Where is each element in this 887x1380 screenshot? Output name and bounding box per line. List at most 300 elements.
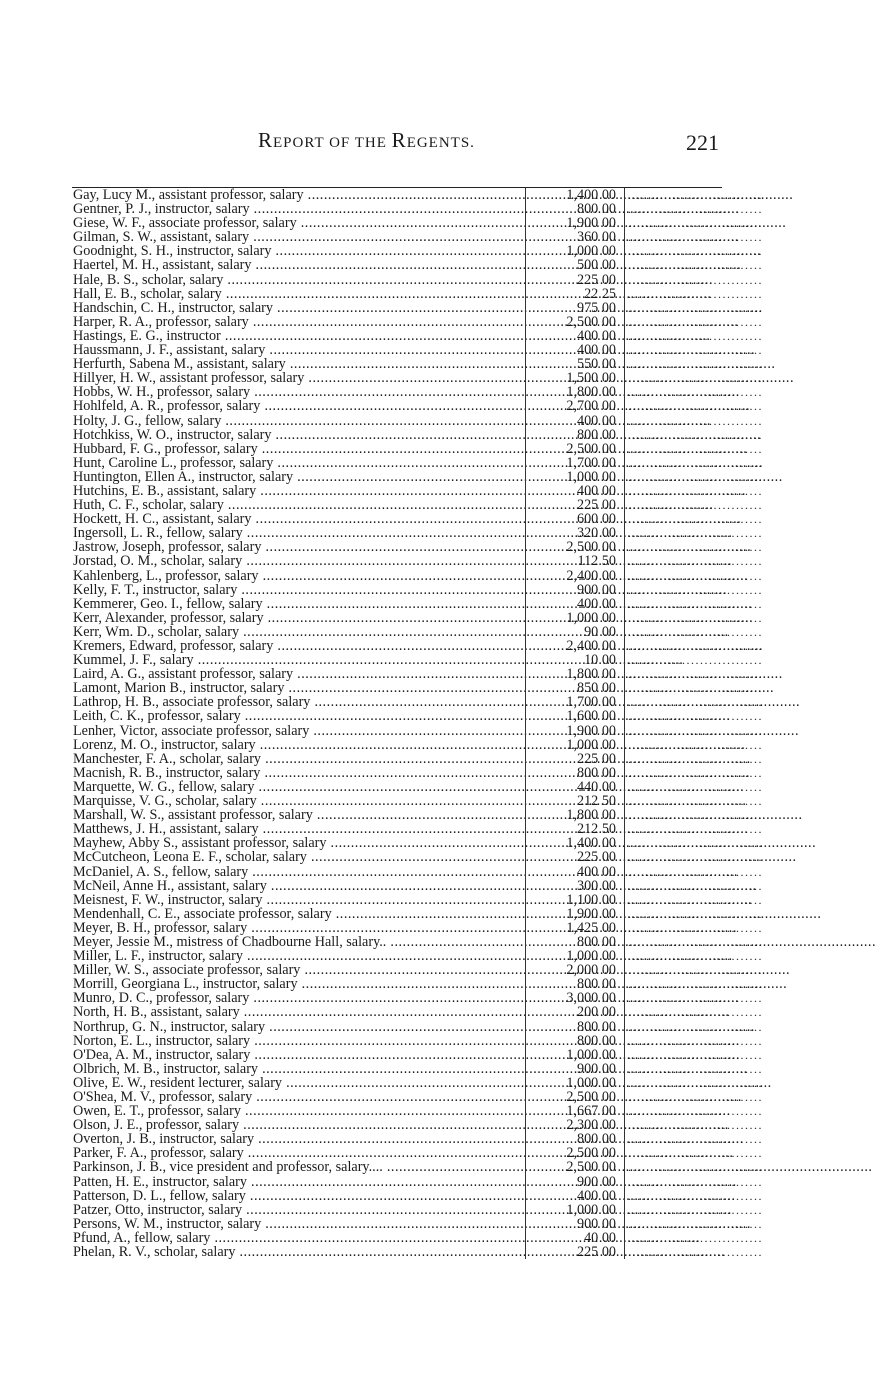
column-divider <box>525 540 526 554</box>
payee-description: Kahlenberg, L., professor, salary ..... <box>73 569 521 583</box>
column-divider <box>624 921 625 935</box>
ledger-row <box>73 1089 763 1105</box>
salary-amount: 400 00 <box>576 863 616 880</box>
payee-description: Kummel, J. F., salary ..... <box>73 653 521 667</box>
column-divider <box>525 1118 526 1132</box>
ledger-row <box>73 1187 763 1204</box>
salary-amount: 1,000 00 <box>566 948 616 965</box>
ledger-row <box>73 581 763 598</box>
ledger-row <box>73 1074 763 1091</box>
total-column-leader: .............................. <box>628 892 763 907</box>
column-divider <box>624 893 625 907</box>
column-divider <box>525 738 526 752</box>
salary-amount: 1,900 00 <box>566 905 616 922</box>
salary-amount: 112 50 <box>577 553 616 570</box>
salary-amount: 800 00 <box>576 1032 616 1049</box>
column-divider <box>624 724 625 738</box>
column-divider <box>624 611 625 625</box>
ledger-row <box>73 638 763 654</box>
salary-amount: 3,000 00 <box>566 990 616 1007</box>
total-column-leader: .............................. <box>628 822 763 837</box>
payee-description: McDaniel, A. S., fellow, salary ..... <box>73 865 521 879</box>
total-column-leader: .............................. <box>628 286 763 301</box>
ledger-row <box>73 187 763 203</box>
payee-description: Meyer, B. H., professor, salary ..... <box>73 921 521 935</box>
ledger-row <box>73 680 763 697</box>
salary-amount: 225 00 <box>576 849 616 866</box>
ledger-row <box>73 933 763 950</box>
column-divider <box>525 1175 526 1189</box>
total-column-leader: .............................. <box>628 1019 763 1034</box>
ledger-row <box>73 666 763 683</box>
column-divider <box>525 1034 526 1048</box>
column-divider <box>624 850 625 864</box>
salary-amount: 225 00 <box>576 750 616 767</box>
total-column-leader: .............................. <box>628 1230 763 1245</box>
payee-description: Harper, R. A., professor, salary ..... <box>73 315 521 329</box>
column-divider <box>624 879 625 893</box>
payee-description: Huntington, Ellen A., instructor, salary ..... <box>73 470 521 484</box>
column-divider <box>624 569 625 583</box>
total-column-leader: .............................. <box>628 272 763 287</box>
payee-description: Kelly, F. T., instructor, salary ..... <box>73 583 521 597</box>
salary-amount: 1,000 00 <box>566 1046 616 1063</box>
salary-amount: 1,000 00 <box>566 243 616 260</box>
column-divider <box>525 315 526 329</box>
ledger-row <box>73 539 763 556</box>
column-divider <box>525 1104 526 1118</box>
total-column-leader: .............................. <box>628 554 763 569</box>
column-divider <box>525 301 526 315</box>
total-column-leader: .............................. <box>628 906 763 921</box>
total-column-leader: .............................. <box>628 794 763 809</box>
column-divider <box>525 963 526 977</box>
column-divider <box>624 865 625 879</box>
total-column-leader: .............................. <box>628 977 763 992</box>
ledger-row <box>73 285 763 302</box>
ledger-row <box>73 440 763 457</box>
total-column-leader: .............................. <box>628 864 763 879</box>
title-initial-2: R <box>391 128 407 152</box>
salary-amount: 2,400 00 <box>566 638 616 654</box>
payee-description: Giese, W. F., associate professor, salary ..... <box>73 216 521 230</box>
payee-description: Leith, C. K., professor, salary ..... <box>73 709 521 723</box>
ledger-row <box>73 243 763 260</box>
payee-description: Lorenz, M. O., instructor, salary ..... <box>73 738 521 752</box>
column-divider <box>624 216 625 230</box>
column-divider <box>525 695 526 709</box>
payee-description: Lenher, Victor, associate professor, salary ..... <box>73 724 521 738</box>
total-column-leader: .............................. <box>628 1005 763 1020</box>
total-column-leader: .............................. <box>628 540 763 555</box>
column-divider <box>525 1231 526 1245</box>
column-divider <box>525 371 526 385</box>
salary-amount: 550 00 <box>576 356 616 373</box>
column-divider <box>525 850 526 864</box>
column-divider <box>525 258 526 272</box>
payee-description: Norton, E. L., instructor, salary ..... <box>73 1034 521 1048</box>
column-divider <box>525 1048 526 1062</box>
payee-description: Ingersoll, L. R., fellow, salary ..... <box>73 526 521 540</box>
salary-amount: 900 00 <box>576 1215 616 1232</box>
ledger-row <box>73 835 763 852</box>
payee-description: Kerr, Alexander, professor, salary ..... <box>73 611 521 625</box>
payee-description: Hunt, Caroline L., professor, salary ..... <box>73 456 521 470</box>
ledger-row <box>73 412 763 429</box>
total-column-leader: .............................. <box>628 765 763 780</box>
column-divider <box>624 1034 625 1048</box>
column-divider <box>624 371 625 385</box>
total-column-leader: .............................. <box>628 385 763 400</box>
payee-description: Manchester, F. A., scholar, salary ..... <box>73 752 521 766</box>
column-divider <box>525 1245 526 1259</box>
total-column-leader: .............................. <box>628 1245 763 1260</box>
ledger-row <box>73 891 763 908</box>
payee-description: Olson, J. E., professor, salary ..... <box>73 1118 521 1132</box>
payee-description: Meisnest, F. W., instructor, salary ..... <box>73 893 521 907</box>
column-divider <box>624 1231 625 1245</box>
total-column-leader: .............................. <box>628 836 763 851</box>
total-column-leader: .............................. <box>628 498 763 513</box>
payee-description: Patten, H. E., instructor, salary ..... <box>73 1175 521 1189</box>
total-column-leader: .............................. <box>628 1033 763 1048</box>
payee-description: Kremers, Edward, professor, salary ..... <box>73 639 521 653</box>
ledger-row <box>73 384 763 401</box>
column-divider <box>624 385 625 399</box>
total-column-leader: .............................. <box>628 653 763 668</box>
salary-amount: 1,900 00 <box>566 722 616 739</box>
column-divider <box>624 512 625 526</box>
column-divider <box>624 1090 625 1104</box>
salary-amount: 320 00 <box>576 525 616 542</box>
ledger-row <box>73 426 763 443</box>
salary-amount: 400 00 <box>576 412 616 429</box>
column-divider <box>525 597 526 611</box>
column-divider <box>525 583 526 597</box>
total-column-leader: .............................. <box>628 427 763 442</box>
total-column-leader: .............................. <box>628 1202 763 1217</box>
payee-description: Olbrich, M. B., instructor, salary ..... <box>73 1062 521 1076</box>
column-divider <box>624 1217 625 1231</box>
payee-description: Gilman, S. W., assistant, salary ..... <box>73 230 521 244</box>
column-divider <box>624 808 625 822</box>
ledger-row <box>73 1229 763 1246</box>
column-divider <box>624 907 625 921</box>
total-column-leader: .............................. <box>628 455 763 470</box>
payee-description: O'Dea, A. M., instructor, salary ..... <box>73 1048 521 1062</box>
salary-amount: 800 00 <box>576 426 616 443</box>
payee-description: Herfurth, Sabena M., assistant, salary ..... <box>73 357 521 371</box>
column-divider <box>525 1217 526 1231</box>
total-column-leader: .............................. <box>628 202 763 217</box>
column-divider <box>525 794 526 808</box>
total-column-leader: .............................. <box>628 1160 763 1175</box>
ledger-row <box>73 905 763 922</box>
column-divider <box>624 315 625 329</box>
total-column-leader: .............................. <box>628 667 763 682</box>
column-divider <box>624 625 625 639</box>
ledger-row <box>73 1004 763 1021</box>
salary-amount: 975 00 <box>576 299 616 316</box>
column-divider <box>624 597 625 611</box>
column-divider <box>624 188 625 202</box>
total-column-leader: .............................. <box>628 991 763 1006</box>
total-column-leader: .............................. <box>628 216 763 231</box>
column-divider <box>624 1062 625 1076</box>
salary-amount: 1,800 00 <box>566 807 616 824</box>
salary-amount: 800 00 <box>576 1131 616 1148</box>
column-divider <box>624 258 625 272</box>
total-column-leader: .............................. <box>628 1216 763 1231</box>
payee-description: McNeil, Anne H., assistant, salary ..... <box>73 879 521 893</box>
payee-description: Phelan, R. V., scholar, salary ..... <box>73 1245 521 1259</box>
ledger-row <box>73 468 763 485</box>
total-column-leader: .............................. <box>628 512 763 527</box>
ledger-row <box>73 1173 763 1190</box>
ledger-row <box>73 482 763 499</box>
payee-description: Parkinson, J. B., vice president and professor, salary.... ..... <box>73 1160 521 1174</box>
payee-description: Gentner, P. J., instructor, salary ..... <box>73 202 521 216</box>
total-column-leader: .............................. <box>628 779 763 794</box>
payee-description: Munro, D. C., professor, salary ..... <box>73 991 521 1005</box>
column-divider <box>624 301 625 315</box>
column-divider <box>525 991 526 1005</box>
payee-description: Huth, C. F., scholar, salary ..... <box>73 498 521 512</box>
column-divider <box>525 343 526 357</box>
ledger-row <box>73 736 763 753</box>
ledger-row <box>73 849 763 866</box>
column-divider <box>525 921 526 935</box>
total-column-leader: .............................. <box>628 1075 763 1090</box>
ledger-row <box>73 609 763 626</box>
payee-description: Parker, F. A., professor, salary ..... <box>73 1146 521 1160</box>
salary-amount: 225 00 <box>576 1244 616 1261</box>
payee-description: Miller, W. S., associate professor, salary ..... <box>73 963 521 977</box>
payee-description: Matthews, J. H., assistant, salary ..... <box>73 822 521 836</box>
salary-amount: 90 00 <box>584 623 616 640</box>
column-divider <box>624 287 625 301</box>
total-column-leader: .............................. <box>628 568 763 583</box>
column-divider <box>624 1175 625 1189</box>
salary-amount: 225 00 <box>576 497 616 514</box>
ledger-row <box>73 1032 763 1049</box>
ledger-row <box>73 215 763 232</box>
total-column-leader: .............................. <box>628 1047 763 1062</box>
page-number: 221 <box>686 130 719 155</box>
salary-amount: 900 00 <box>576 581 616 598</box>
ledger-row <box>73 497 763 514</box>
salary-amount: 1,500 00 <box>566 370 616 387</box>
payee-description: Hubbard, F. G., professor, salary ..... <box>73 442 521 456</box>
column-divider <box>624 1020 625 1034</box>
payee-description: Marshall, W. S., assistant professor, salary ..... <box>73 808 521 822</box>
total-column-leader: .............................. <box>628 371 763 386</box>
total-column-leader: .............................. <box>628 963 763 978</box>
payee-description: Marquisse, V. G., scholar, salary ..... <box>73 794 521 808</box>
column-divider <box>624 1076 625 1090</box>
ledger-row <box>73 990 763 1007</box>
column-divider <box>624 1146 625 1160</box>
ledger-row <box>73 370 763 387</box>
column-divider <box>525 329 526 343</box>
column-divider <box>525 456 526 470</box>
payee-description: Handschin, C. H., instructor, salary ..... <box>73 301 521 315</box>
column-divider <box>525 949 526 963</box>
ledger-row <box>73 1145 763 1162</box>
column-divider <box>525 287 526 301</box>
salary-amount: 1,667 00 <box>566 1103 616 1120</box>
ledger-row <box>73 327 763 344</box>
total-column-leader: .............................. <box>628 300 763 315</box>
payee-description: Persons, W. M., instructor, salary ..... <box>73 1217 521 1231</box>
column-divider <box>525 512 526 526</box>
column-divider <box>624 414 625 428</box>
column-divider <box>624 202 625 216</box>
ledger-row <box>73 694 763 711</box>
ledger-row <box>73 652 763 669</box>
salary-amount: 22 25 <box>584 285 616 302</box>
payee-description: Morrill, Georgiana L., instructor, salary ..... <box>73 977 521 991</box>
total-column-leader: .............................. <box>628 920 763 935</box>
column-divider <box>525 385 526 399</box>
payee-description: Mayhew, Abby S., assistant professor, salary ..... <box>73 836 521 850</box>
total-column-leader: .............................. <box>628 1118 763 1133</box>
ledger-row <box>73 1244 763 1261</box>
column-divider <box>525 216 526 230</box>
ledger-row <box>73 1131 763 1148</box>
total-column-leader: .............................. <box>628 695 763 710</box>
salary-amount: 400 00 <box>576 342 616 359</box>
column-divider <box>624 1160 625 1174</box>
salary-amount: 1,000 00 <box>566 609 616 626</box>
column-divider <box>624 963 625 977</box>
page-title <box>258 128 475 153</box>
payee-description: Hutchins, E. B., assistant, salary ..... <box>73 484 521 498</box>
column-divider <box>525 1132 526 1146</box>
ledger-row <box>73 313 763 330</box>
payee-description: McCutcheon, Leona E. F., scholar, salary ..... <box>73 850 521 864</box>
payee-description: Hale, B. S., scholar, salary ..... <box>73 273 521 287</box>
ledger-row <box>73 1201 763 1218</box>
column-divider <box>525 709 526 723</box>
salary-amount: 2,500 00 <box>566 539 616 556</box>
column-divider <box>624 244 625 258</box>
ledger-row <box>73 567 763 584</box>
column-divider <box>624 1104 625 1118</box>
column-divider <box>624 639 625 653</box>
payee-description: Miller, L. F., instructor, salary ..... <box>73 949 521 963</box>
ledger-row <box>73 1046 763 1063</box>
column-divider <box>624 399 625 413</box>
column-divider <box>525 667 526 681</box>
title-part-1: EPORT OF THE <box>273 135 392 151</box>
ledger-row <box>73 764 763 781</box>
ledger-row <box>73 807 763 824</box>
column-divider <box>624 442 625 456</box>
column-divider <box>525 399 526 413</box>
salary-amount: 800 00 <box>576 1018 616 1035</box>
column-divider <box>525 1005 526 1019</box>
salary-amount: 1,400 00 <box>566 187 616 203</box>
column-divider <box>525 569 526 583</box>
ledger-row <box>73 708 763 725</box>
salary-amount: 400 00 <box>576 482 616 499</box>
column-divider <box>525 1020 526 1034</box>
total-column-leader: .............................. <box>628 1174 763 1189</box>
column-divider <box>624 1005 625 1019</box>
column-divider <box>525 1203 526 1217</box>
total-column-leader: .............................. <box>628 399 763 414</box>
total-column-leader: .............................. <box>628 751 763 766</box>
column-divider <box>624 949 625 963</box>
salary-amount: 800 00 <box>576 933 616 950</box>
salary-amount: 10 00 <box>584 652 616 669</box>
column-divider <box>624 977 625 991</box>
column-divider <box>525 766 526 780</box>
total-column-leader: .............................. <box>628 413 763 428</box>
payee-description: Kerr, Wm. D., scholar, salary ..... <box>73 625 521 639</box>
payee-description: Marquette, W. G., fellow, salary ..... <box>73 780 521 794</box>
column-divider <box>525 935 526 949</box>
salary-amount: 1,000 00 <box>566 1201 616 1218</box>
total-column-leader: .............................. <box>628 483 763 498</box>
ledger-row <box>73 821 763 838</box>
column-divider <box>624 1189 625 1203</box>
column-divider <box>525 428 526 442</box>
ledger-row <box>73 595 763 612</box>
ledger-row <box>73 722 763 739</box>
payee-description: Haertel, M. H., assistant, salary ..... <box>73 258 521 272</box>
salary-amount: 400 00 <box>576 1187 616 1204</box>
column-divider <box>525 681 526 695</box>
column-divider <box>624 273 625 287</box>
column-divider <box>525 414 526 428</box>
ledger-row <box>73 863 763 880</box>
column-divider <box>525 653 526 667</box>
column-divider <box>624 498 625 512</box>
column-divider <box>624 230 625 244</box>
payee-description: Jastrow, Joseph, professor, salary ..... <box>73 540 521 554</box>
total-column-leader: .............................. <box>628 314 763 329</box>
salary-amount: 1,700 00 <box>566 694 616 711</box>
ledger-row <box>73 919 763 936</box>
total-column-leader: .............................. <box>628 582 763 597</box>
ledger-row <box>73 1215 763 1232</box>
total-column-leader: .............................. <box>628 1132 763 1147</box>
column-divider <box>525 1160 526 1174</box>
payee-description: Macnish, R. B., instructor, salary ..... <box>73 766 521 780</box>
salary-amount: 400 00 <box>576 595 616 612</box>
ledger-row <box>73 877 763 894</box>
salary-amount: 500 00 <box>576 257 616 274</box>
total-column-leader: .............................. <box>628 1188 763 1203</box>
payee-description: Mendenhall, C. E., associate professor, salary ..... <box>73 907 521 921</box>
column-divider <box>525 1062 526 1076</box>
total-column-leader: .............................. <box>628 1104 763 1119</box>
column-divider <box>525 484 526 498</box>
total-column-leader: .............................. <box>628 357 763 372</box>
salary-amount: 1,800 00 <box>566 666 616 683</box>
total-column-leader: .............................. <box>628 1061 763 1076</box>
payee-description: Northrup, G. N., instructor, salary ..... <box>73 1020 521 1034</box>
column-divider <box>525 611 526 625</box>
payee-description: Hobbs, W. H., professor, salary ..... <box>73 385 521 399</box>
column-divider <box>624 428 625 442</box>
total-column-leader: .............................. <box>628 469 763 484</box>
total-column-leader: .............................. <box>628 850 763 865</box>
column-divider <box>525 893 526 907</box>
salary-amount: 1,800 00 <box>566 384 616 401</box>
